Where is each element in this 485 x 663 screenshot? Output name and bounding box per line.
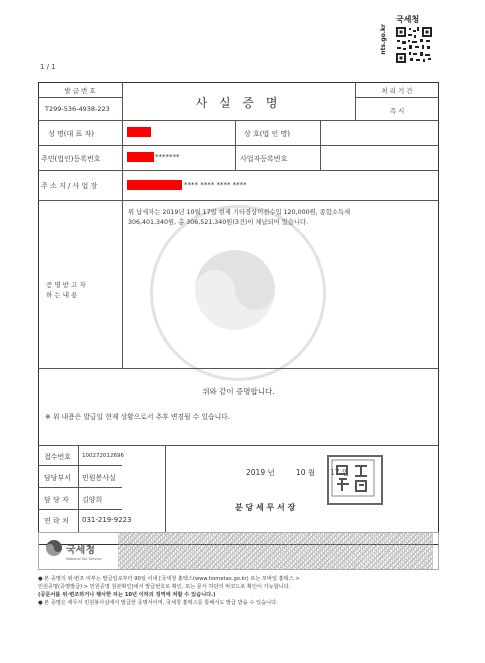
footer-note: 민원증명(증명발급) > 민원증명 원본확인]에서 발급번호로 확인, 또는 문서 하단의 바코드로 확인이 가능합니다. [38,584,291,590]
divider [355,97,439,98]
resident-number-label: 주민(법인)등록번호 [41,155,101,163]
content-label-line1: 증 명 받 고 자 [46,281,86,289]
redacted-resident-number [127,152,154,162]
content-label-line2: 하 는 내 용 [46,291,78,299]
official-seal [327,455,383,505]
divider [320,120,321,170]
footer-brand: 국세청 [66,545,95,556]
processing-period-value: 즉 시 [389,107,405,115]
name-label: 성 명(대 표 자) [48,130,94,138]
divider [38,170,439,171]
receipt-number-value: 100272012696 [82,453,124,459]
change-notice: ※ 위 내용은 발급일 현재 상황으로서 추후 변경될 수 있습니다. [45,413,230,421]
footer-brand-en: National Tax Service [66,557,102,561]
issuer-name: 분 당 세 무 서 장 [235,503,296,512]
business-number-label: 사업자등록번호 [240,155,288,163]
divider [78,445,79,532]
divider [38,200,439,201]
issue-number-value: T299-536-4938-223 [45,105,110,113]
site-url-text: nts.go.kr [380,24,387,55]
processing-period-label: 처 리 기 간 [381,87,413,95]
security-barcode [118,533,433,569]
seal-icon [329,457,377,499]
document-title: 사 실 증 명 [195,96,282,110]
divider [38,145,439,146]
officer-label: 담 당 자 [44,496,69,504]
date-month: 10 월 [296,468,316,477]
contact-label: 연 락 처 [44,517,69,525]
address-mask: **** **** **** **** [184,181,247,189]
content-text-line1: 위 납세자는 2019년 10월 17일 현재 기타경상이전수입 120,000원, 종합소득세 [128,209,351,216]
resident-number-mask: ******* [155,153,180,161]
officer-value: 김양희 [82,496,103,504]
footer-note: ● 본 증명은 세무서 민원봉사실에서 발급한 증명서이며, 국세청 홈택스를 통해서도 발급 받을 수 있습니다. [38,600,278,606]
divider [165,445,166,532]
date-day: 17 일 [330,468,350,477]
divider [122,82,123,368]
divider [38,97,122,98]
redacted-address [127,180,182,190]
nts-logo-text: 국세청 [396,15,420,24]
trade-name-label: 상 호(법 인 명) [244,130,290,138]
divider [38,509,122,510]
footer-note: (공문서를 위·변조하거나 행사한 자는 10년 이하의 징역에 처할 수 있습니다.) [38,592,216,598]
issue-number-label: 발 급 번 호 [64,87,96,95]
footer-note: ● 본 증명의 위·변조 여부는 발급일로부터 90일 이내 [국세청 홈택스(www.hometax.go.kr) 또는 모바일 홈택스 > [38,576,300,582]
contact-value: 031-219-9223 [82,516,132,524]
qr-code-icon [395,26,433,64]
department-value: 민원봉사실 [82,474,116,482]
divider [38,368,439,369]
department-label: 담당부서 [44,474,72,482]
divider [235,120,236,170]
date-year: 2019 년 [246,468,275,477]
divider [38,465,122,466]
address-label: 주 소 지 / 사 업 장 [41,182,98,190]
certify-statement: 위와 같이 증명합니다. [202,387,275,396]
divider [38,445,439,446]
nts-emblem-icon [44,538,64,558]
divider [38,120,439,121]
content-text-line2: 306,401,340원, 총 306,521,340원(3건)이 체납되어 있습니다. [128,219,309,226]
redacted-name [127,127,151,137]
divider [38,487,122,488]
receipt-number-label: 접수번호 [44,453,72,461]
page-indicator: 1 / 1 [40,63,56,71]
